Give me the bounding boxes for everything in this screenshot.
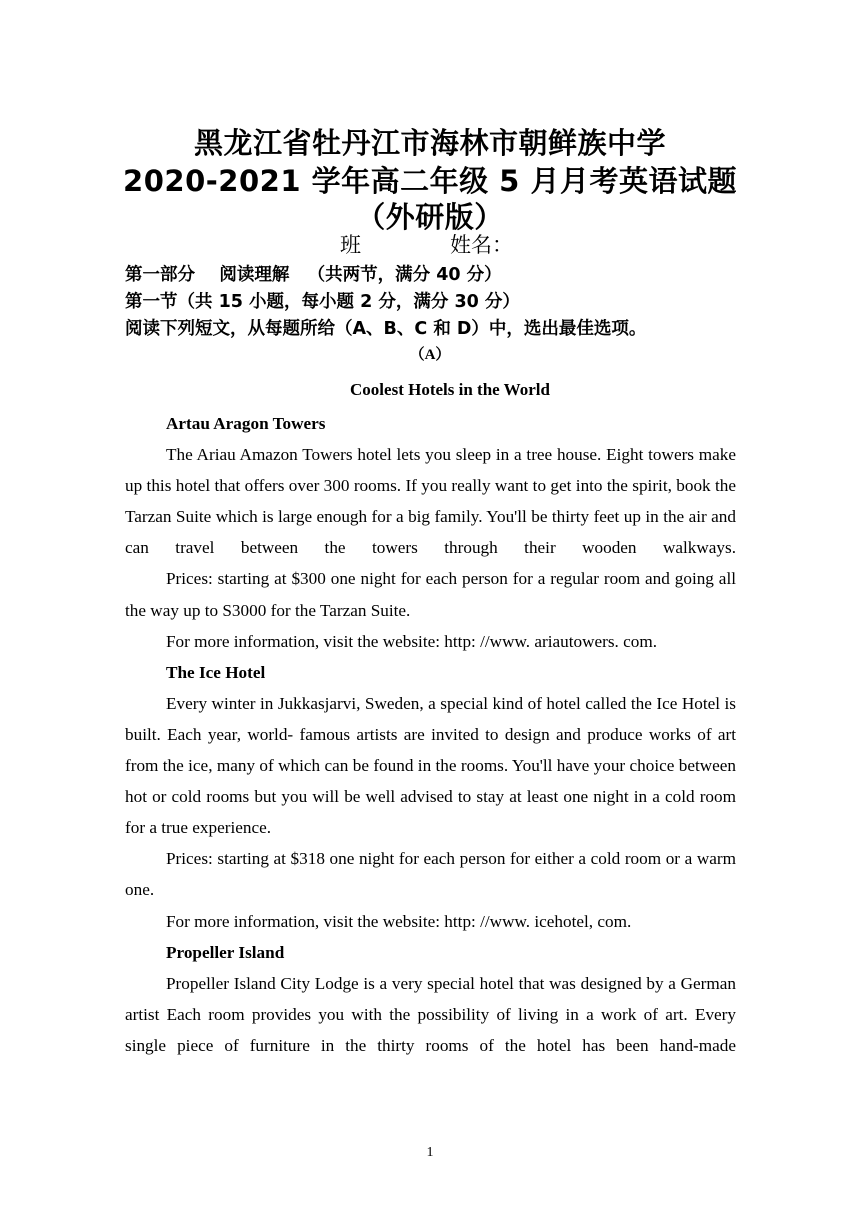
hotel-heading-propeller: Propeller Island [166, 942, 285, 962]
hotel-heading-ariau: Artau Aragon Towers [166, 414, 326, 433]
page-number: 1 [426, 1145, 434, 1160]
hotel-info-ice: For more information, visit the website: http: //www. icehotel, com. [166, 911, 632, 931]
hotel-description-ice: Every winter in Jukkasjarvi, Sweden, a special kind of hotel called the Ice Hotel is built. Each year, world- famous artists are invited to design and produce works of art from the ice, many of which can be found in the rooms. You'll have your choice between hot or cold rooms but you will be well advised to stay at least one night in a cold room for a true experience. [125, 693, 736, 838]
hotel-prices-ice: Prices: starting at $318 one night for each person for either a cold room or a warm one. [125, 849, 736, 900]
hotel-description-ariau: The Ariau Amazon Towers hotel lets you sleep in a tree house. Eight towers make up this hotel that offers over 300 rooms. If you really want to get into the spirit, book the Tarzan Suite which is large enough for a big family. You'll be thirty feet up in the air and can travel between the towers through their wooden walkways. [125, 445, 736, 558]
passage-body [125, 408, 736, 1061]
exam-title-line-1: 黑龙江省牡丹江市海林市朝鲜族中学 [193, 126, 666, 160]
part-one-heading: 第一部分 阅读理解 （共两节，满分 40 分） [125, 265, 502, 285]
class-label: 班 [340, 233, 361, 257]
reading-instruction: 阅读下列短文，从每题所给（A、B、C 和 D）中，选出最佳选项。 [125, 319, 647, 339]
section-one-heading: 第一节（共 15 小题，每小题 2 分，满分 30 分） [125, 292, 520, 312]
passage-label: （A） [409, 347, 451, 363]
passage-title: Coolest Hotels in the World [350, 380, 550, 399]
class-name-line [340, 230, 513, 260]
exam-title-line-3: （外研版） [356, 200, 504, 234]
name-label: 姓名： [450, 233, 513, 257]
hotel-heading-ice: The Ice Hotel [166, 662, 266, 682]
hotel-info-ariau: For more information, visit the website: http: //www. ariautowers. com. [166, 631, 658, 651]
hotel-description-propeller: Propeller Island City Lodge is a very special hotel that was designed by a German artist Each room provides you with the possibility of living in a work of art. Every single piece of furniture in the thirty rooms of the hotel has been hand-made [125, 973, 736, 1055]
exam-title-line-2: 2020-2021 学年高二年级 5 月月考英语试题 [123, 164, 737, 198]
hotel-prices-ariau: Prices: starting at $300 one night for each person for a regular room and going all the way up to S3000 for the Tarzan Suite. [125, 569, 736, 620]
